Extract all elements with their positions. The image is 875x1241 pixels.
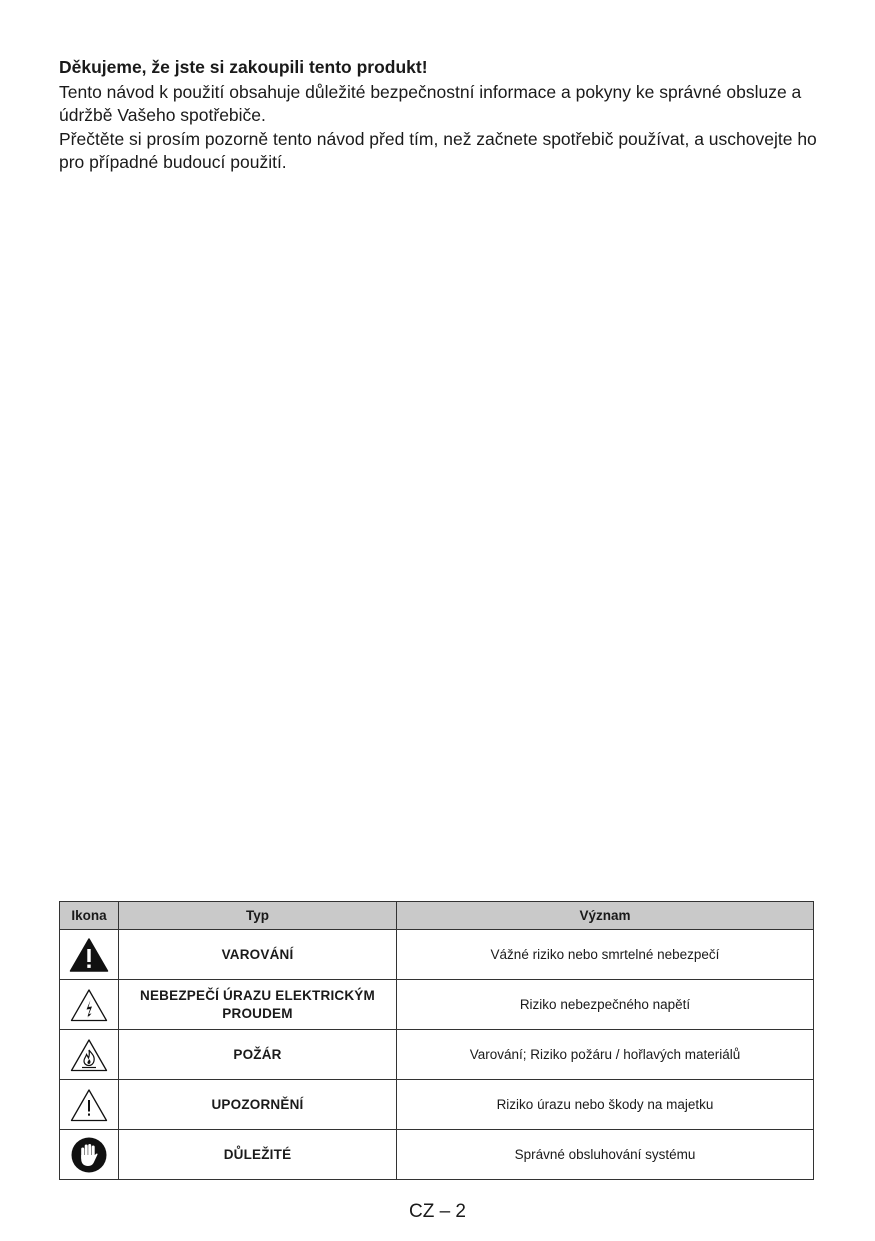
meaning-cell: Varování; Riziko požáru / hořlavých materiálů (397, 1030, 814, 1080)
type-cell: UPOZORNĚNÍ (119, 1080, 397, 1130)
meaning-cell: Vážné riziko nebo smrtelné nebezpečí (397, 930, 814, 980)
header-type: Typ (119, 902, 397, 930)
table-row (60, 1030, 814, 1080)
icon-cell (60, 1030, 119, 1080)
table-row (60, 1080, 814, 1130)
intro-section (59, 56, 819, 175)
meaning-cell: Správné obsluhování systému (397, 1130, 814, 1180)
caution-icon (69, 1087, 109, 1123)
important-hand-icon (69, 1135, 109, 1175)
table-header-row (60, 902, 814, 930)
electric-shock-icon (69, 987, 109, 1023)
fire-icon (69, 1037, 109, 1073)
table-row (60, 1130, 814, 1180)
header-icon: Ikona (60, 902, 119, 930)
type-cell: VAROVÁNÍ (119, 930, 397, 980)
meaning-cell: Riziko nebezpečného napětí (397, 980, 814, 1030)
meaning-cell: Riziko úrazu nebo škody na majetku (397, 1080, 814, 1130)
icon-cell (60, 1080, 119, 1130)
type-cell: DŮLEŽITÉ (119, 1130, 397, 1180)
intro-heading: Děkujeme, že jste si zakoupili tento produkt! (59, 57, 428, 77)
intro-paragraph-2: Přečtěte si prosím pozorně tento návod před tím, než začnete spotřebič používat, a uschovejte ho pro případné budoucí použití. (59, 128, 817, 172)
icon-cell (60, 930, 119, 980)
icon-cell (60, 1130, 119, 1180)
type-cell: NEBEZPEČÍ ÚRAZU ELEKTRICKÝM PROUDEM (119, 980, 397, 1030)
table-row (60, 980, 814, 1030)
intro-paragraph-1: Tento návod k použití obsahuje důležité bezpečnostní informace a pokyny ke správné obsluze a údržbě Vašeho spotřebiče. (59, 81, 802, 125)
icon-cell (60, 980, 119, 1030)
warning-filled-icon (69, 937, 109, 973)
table-row (60, 930, 814, 980)
page-number: CZ – 2 (408, 1201, 467, 1222)
type-cell: POŽÁR (119, 1030, 397, 1080)
header-meaning: Význam (397, 902, 814, 930)
symbol-legend-table (59, 901, 814, 1180)
